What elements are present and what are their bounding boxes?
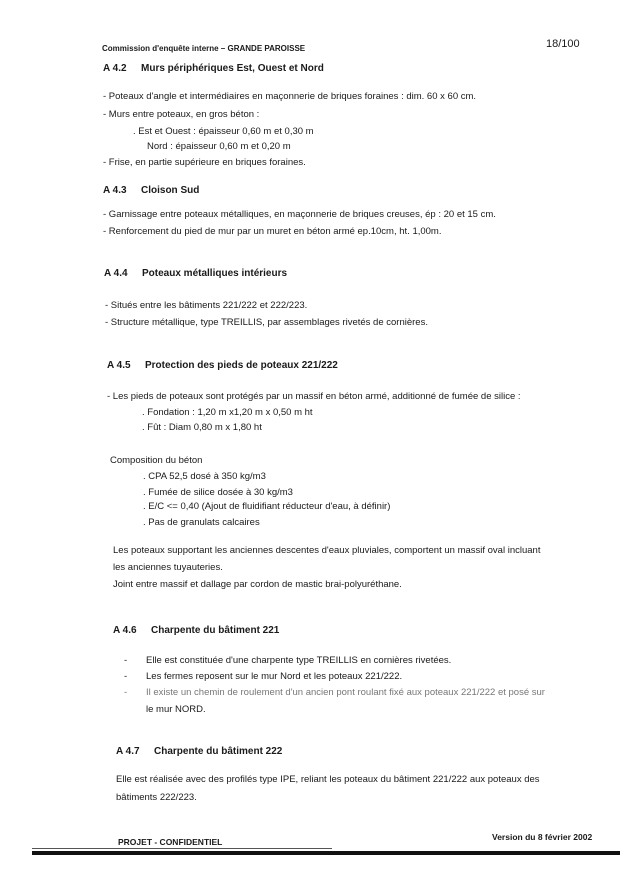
footer-left: PROJET - CONFIDENTIEL xyxy=(118,837,223,847)
section-number: A 4.3 xyxy=(103,185,127,196)
text-line: bâtiments 222/223. xyxy=(116,792,197,803)
section-number: A 4.6 xyxy=(113,625,137,636)
bullet-text: Il existe un chemin de roulement d'un ancien pont roulant fixé aux poteaux 221/222 et posé sur xyxy=(146,687,545,698)
section-heading-a45 xyxy=(107,360,338,371)
text-line: Les poteaux supportant les anciennes descentes d'eaux pluviales, comportent un massif oval incluant xyxy=(113,545,541,556)
bullet-text: Les fermes reposent sur le mur Nord et les poteaux 221/222. xyxy=(146,671,403,682)
text-line: - Poteaux d'angle et intermédiaires en maçonnerie de briques foraines : dim. 60 x 60 cm. xyxy=(103,91,477,102)
text-line: les anciennes tuyauteries. xyxy=(113,562,223,573)
section-title: Murs périphériques Est, Ouest et Nord xyxy=(141,63,324,74)
section-heading-a43 xyxy=(103,185,199,196)
section-title: Charpente du bâtiment 222 xyxy=(154,746,283,757)
text-line: Nord : épaisseur 0,60 m et 0,20 m xyxy=(147,141,291,152)
footer-divider xyxy=(32,851,620,855)
text-line: le mur NORD. xyxy=(146,704,206,715)
text-line: - Murs entre poteaux, en gros béton : xyxy=(103,109,260,120)
text-line: . Pas de granulats calcaires xyxy=(143,517,260,528)
text-line: . E/C <= 0,40 (Ajout de fluidifiant réducteur d'eau, à définir) xyxy=(143,501,391,512)
text-line: Joint entre massif et dallage par cordon de mastic brai-polyuréthane. xyxy=(113,579,402,590)
footer-right: Version du 8 février 2002 xyxy=(492,832,593,842)
section-number: A 4.2 xyxy=(103,63,127,74)
section-heading-a47 xyxy=(116,746,282,757)
header-title: Commission d'enquête interne – GRANDE PAROISSE xyxy=(102,44,306,53)
section-title: Charpente du bâtiment 221 xyxy=(151,625,280,636)
text-line: Elle est réalisée avec des profilés type IPE, reliant les poteaux du bâtiment 221/222 aux poteaux des xyxy=(116,774,540,785)
bullet-item xyxy=(124,655,451,666)
bullet-item xyxy=(124,671,402,682)
text-line: - Renforcement du pied de mur par un muret en béton armé ep.10cm, ht. 1,00m. xyxy=(103,226,442,237)
bullet-item xyxy=(124,687,545,698)
text-line: . Fût : Diam 0,80 m x 1,80 ht xyxy=(142,422,262,433)
text-line: - Garnissage entre poteaux métalliques, en maçonnerie de briques creuses, ép : 20 et 15 cm. xyxy=(103,209,496,220)
text-line: . Est et Ouest : épaisseur 0,60 m et 0,30 m xyxy=(133,126,314,137)
bullet-text: Elle est constituée d'une charpente type TREILLIS en cornières rivetées. xyxy=(146,655,452,666)
text-line: . Fondation : 1,20 m x1,20 m x 0,50 m ht xyxy=(142,407,313,418)
section-title: Cloison Sud xyxy=(141,185,200,196)
section-title: Protection des pieds de poteaux 221/222 xyxy=(145,360,338,371)
section-number: A 4.7 xyxy=(116,746,140,757)
section-heading-a42 xyxy=(103,63,324,74)
text-line: - Les pieds de poteaux sont protégés par un massif en béton armé, additionné de fumée de silice : xyxy=(107,391,521,402)
bullet-dash: - xyxy=(124,655,128,666)
text-line: - Situés entre les bâtiments 221/222 et 222/223. xyxy=(105,300,308,311)
bullet-dash: - xyxy=(124,687,128,698)
text-line: Composition du béton xyxy=(110,455,203,466)
section-heading-a44 xyxy=(104,268,287,279)
text-line: . Fumée de silice dosée à 30 kg/m3 xyxy=(143,487,293,498)
page-number: 18/100 xyxy=(546,38,580,50)
text-line: - Structure métallique, type TREILLIS, par assemblages rivetés de cornières. xyxy=(105,317,428,328)
text-line: - Frise, en partie supérieure en briques foraines. xyxy=(103,157,306,168)
text-line: . CPA 52,5 dosé à 350 kg/m3 xyxy=(143,471,266,482)
section-number: A 4.5 xyxy=(107,360,131,371)
section-heading-a46 xyxy=(113,625,279,636)
section-number: A 4.4 xyxy=(104,268,128,279)
footer-divider-thin xyxy=(32,848,332,849)
section-title: Poteaux métalliques intérieurs xyxy=(142,268,288,279)
bullet-dash: - xyxy=(124,671,128,682)
